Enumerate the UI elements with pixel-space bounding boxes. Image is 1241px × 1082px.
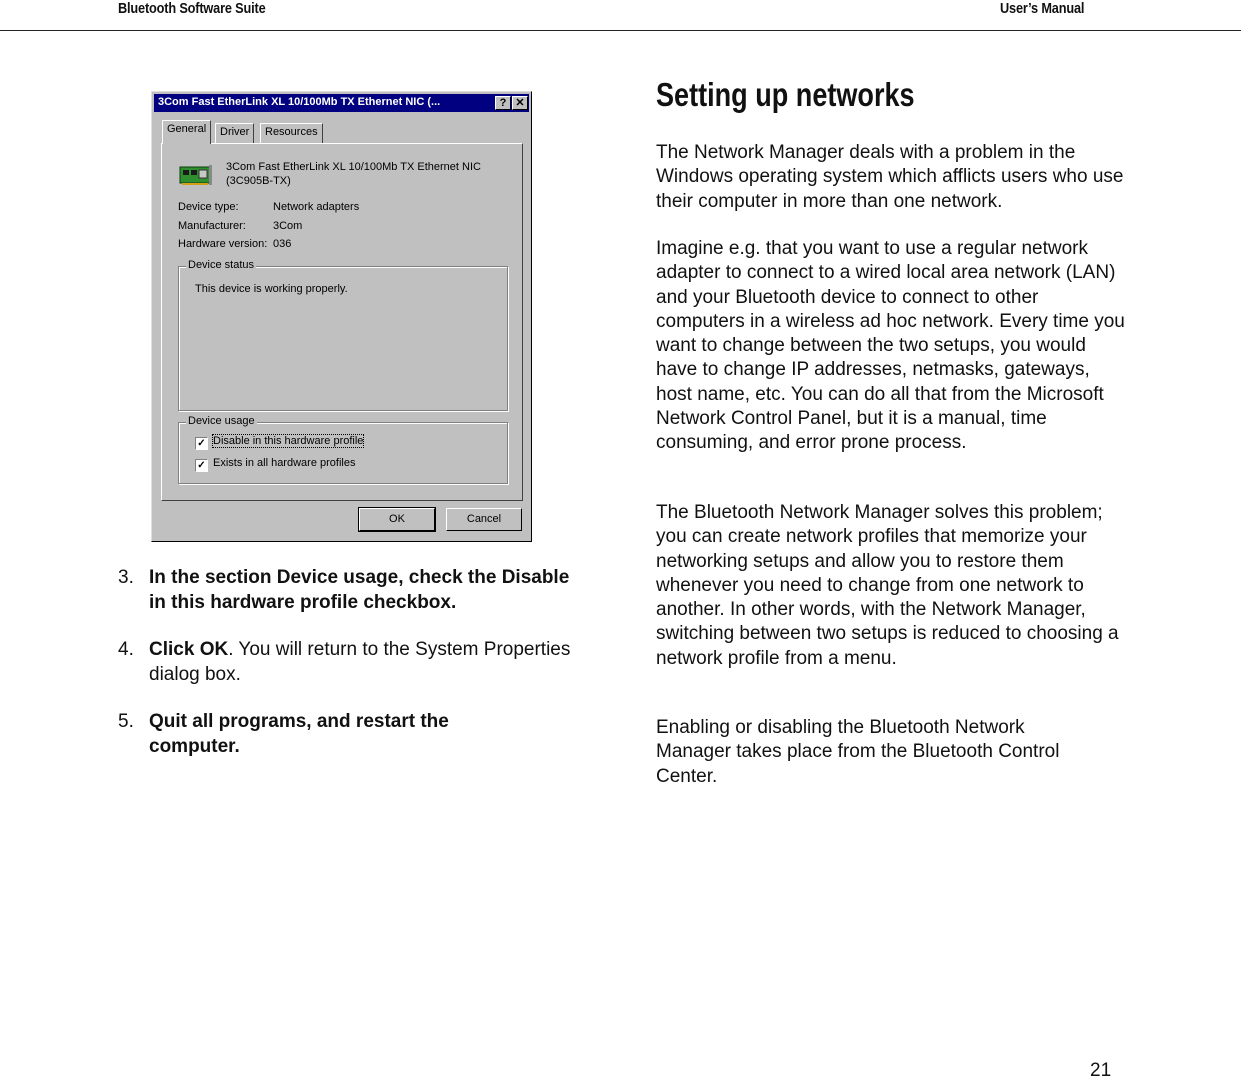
checkbox-check-icon[interactable]: ✓ [195,459,208,472]
device-usage-group [178,415,508,484]
checkbox-check-icon[interactable]: ✓ [195,437,208,450]
tab-general[interactable]: General [162,120,211,144]
paragraph: Enabling or disabling the Bluetooth Network Manager takes place from the Bluetooth Control Center. [656,717,1060,787]
paragraph: The Network Manager deals with a problem in the Windows operating system which afflicts users who use their computer in more than one network. [656,142,1124,212]
step-5 [118,709,508,759]
manufacturer-value: 3Com [273,220,303,232]
ok-button[interactable]: OK [359,508,435,531]
paragraph: Imagine e.g. that you want to use a regular network adapter to connect to a wired local area network (LAN) and your Bluetooth device to connect to other computers in a wireless ad hoc network. Every time you want to change between the two setups, you would have to change IP addresses, netmasks, gateways, host name, etc. You can do all that from the Microsoft Network Control Panel, but it is a manual, time consuming, and error prone process. [656,238,1125,454]
exists-all-profiles-label[interactable]: Exists in all hardware profiles [213,457,356,469]
manufacturer-label: Manufacturer: [178,220,246,232]
dialog-title: 3Com Fast EtherLink XL 10/100Mb TX Ethernet NIC (... [158,96,441,108]
step-instruction: Quit all programs, and restart the computer. [149,711,449,757]
section-heading: Setting up networks [656,76,915,113]
close-button[interactable]: ✕ [512,96,528,110]
general-tab-panel [161,143,523,501]
hardware-version-row [178,238,292,250]
step-instruction: Click OK [149,639,229,660]
page-number: 21 [1090,1060,1112,1081]
step-4 [118,637,588,687]
hardware-version-value: 036 [273,238,292,250]
step-number: 5. [118,711,134,732]
device-status-text: This device is working properly. [195,283,348,295]
device-status-legend: Device status [188,259,255,271]
device-type-row [178,201,360,213]
device-name-line2: (3C905B-TX) [226,175,291,187]
paragraph: The Bluetooth Network Manager solves this problem; you can create network profiles that memorize your networking setups and allow you to restore them whenever you need to change from one network to another. In other words, with the Network Manager, switching between two setups is reduced to choosing a network profile from a menu. [656,502,1119,669]
manufacturer-row [178,220,303,232]
step-3 [118,565,588,615]
tab-driver[interactable]: Driver [215,123,254,143]
step-description: . You will return to the System Properties dialog box. [149,639,571,685]
hardware-version-label: Hardware version: [178,238,268,250]
step-number: 4. [118,639,134,660]
disable-profile-label[interactable]: Disable in this hardware profile [213,435,364,447]
device-usage-legend: Device usage [188,415,255,427]
tab-resources[interactable]: Resources [260,123,323,143]
device-type-value: Network adapters [273,201,360,213]
network-card-icon [179,164,213,186]
dialog-titlebar[interactable] [154,94,529,112]
device-type-label: Device type: [178,201,239,213]
help-button[interactable]: ? [495,96,511,110]
header-divider [0,30,1241,31]
device-properties-dialog [151,91,532,542]
device-name-line1: 3Com Fast EtherLink XL 10/100Mb TX Ethernet NIC [226,161,481,173]
header-manual-label: User’s Manual [1000,0,1085,17]
header-title: Bluetooth Software Suite [118,0,266,17]
exists-all-profiles-checkbox[interactable] [195,457,355,472]
device-status-group [178,259,508,411]
device-name [226,160,481,188]
cancel-button[interactable]: Cancel [446,508,522,531]
step-instruction: In the section Device usage, check the Disable in this hardware profile checkbox. [149,567,570,613]
disable-profile-checkbox[interactable] [195,435,363,450]
step-number: 3. [118,567,134,588]
